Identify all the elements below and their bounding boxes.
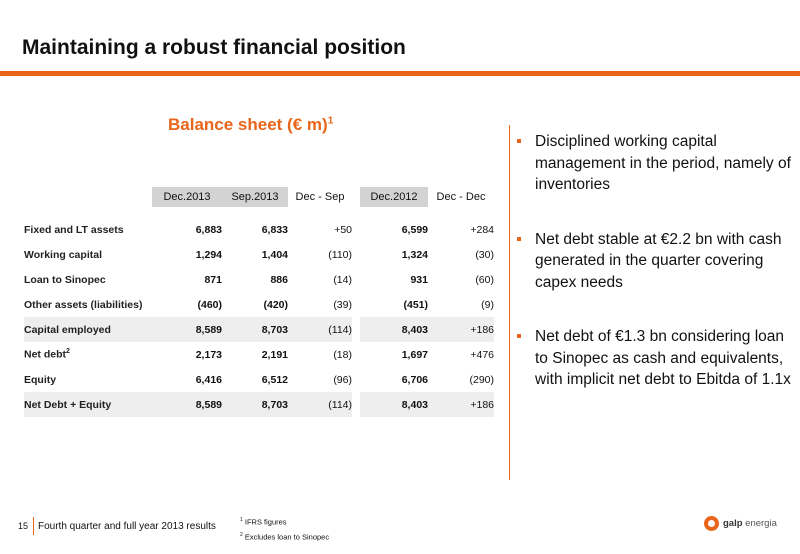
cell-dec2013: 871 [204, 273, 222, 286]
logo-text [723, 518, 777, 529]
section-title-text: Balance sheet (€ m) [168, 115, 328, 134]
row-label: Net Debt + Equity [24, 392, 152, 417]
bullet-item [517, 229, 792, 294]
cell-sep2013: 8,703 [222, 392, 288, 417]
row-label: Other assets (liabilities) [24, 298, 143, 311]
cell-dec2013: 2,173 [195, 348, 222, 361]
table-row [24, 342, 494, 367]
footnote-1 [240, 514, 329, 529]
footnote-2 [240, 529, 329, 544]
cell-dec2012: 6,599 [401, 223, 428, 236]
bullet-square-icon [517, 237, 521, 241]
row-label-text: Net debt [24, 348, 66, 361]
bullet-text: Disciplined working capital management in the period, namely of inventories [535, 133, 791, 193]
header-dec2013: Dec.2013 [152, 187, 222, 207]
section-title-footnote-mark: 1 [327, 115, 334, 127]
row-label [24, 342, 152, 367]
cell-dec2013: (460) [197, 298, 222, 311]
cell-gap [352, 367, 360, 392]
table-row [24, 292, 494, 317]
cell-gap [352, 317, 360, 342]
bullet-square-icon [517, 139, 521, 143]
cell-dec2012: 931 [410, 273, 428, 286]
bullet-square-icon [517, 334, 521, 338]
cell-dec2012: 8,403 [360, 392, 428, 417]
table-header-row [24, 187, 494, 207]
balance-sheet-table [24, 187, 494, 417]
cell-dec-dec: (290) [469, 373, 494, 386]
table-row-subtotal [24, 317, 494, 342]
cell-sep2013: 8,703 [222, 317, 288, 342]
cell-dec2013: 6,883 [195, 223, 222, 236]
logo-sub: energia [745, 518, 777, 529]
cell-sep2013: (420) [263, 298, 288, 311]
cell-dec2013: 8,589 [152, 392, 222, 417]
page-number: 15 [18, 521, 29, 531]
footnote-2-text: Excludes loan to Sinopec [244, 532, 330, 541]
footnote-1-mark: 1 [240, 517, 243, 523]
cell-gap [352, 242, 360, 267]
row-label: Equity [24, 373, 57, 386]
cell-dec-dec: +186 [428, 317, 494, 342]
header-dec2012: Dec.2012 [360, 187, 428, 207]
cell-dec-sep: (96) [333, 373, 352, 386]
footnote-2-mark: 2 [240, 531, 243, 538]
row-label: Fixed and LT assets [24, 223, 124, 236]
cell-dec-sep: (18) [333, 348, 352, 361]
cell-sep2013: 6,833 [261, 223, 288, 236]
cell-sep2013: 1,404 [261, 248, 288, 261]
cell-dec2012: 1,697 [401, 348, 428, 361]
header-empty [24, 187, 152, 207]
footer-text: Fourth quarter and full year 2013 results [38, 521, 216, 532]
cell-dec-dec: +186 [428, 392, 494, 417]
footnotes [240, 514, 329, 543]
cell-gap [352, 217, 360, 242]
cell-dec-dec: (60) [475, 273, 494, 286]
cell-sep2013: 886 [270, 273, 288, 286]
header-gap [352, 187, 360, 207]
cell-dec2012: 6,706 [401, 373, 428, 386]
footnote-mark: 2 [66, 348, 70, 356]
header-dec-sep: Dec - Sep [288, 187, 352, 207]
header-dec-dec: Dec - Dec [428, 187, 494, 207]
bullet-item [517, 326, 792, 391]
cell-gap [352, 342, 360, 367]
cell-dec2012: 1,324 [401, 248, 428, 261]
cell-dec2012: 8,403 [360, 317, 428, 342]
table-row [24, 217, 494, 242]
footnote-1-text: IFRS figures [244, 517, 287, 527]
bullet-item [517, 131, 792, 196]
table-spacer [24, 207, 494, 217]
bullet-text: Net debt stable at €2.2 bn with cash generated in the quarter covering capex needs [535, 230, 782, 291]
cell-dec-sep: +50 [334, 223, 352, 236]
section-title [168, 115, 333, 135]
footer-divider [33, 517, 34, 535]
galp-logo [704, 516, 777, 531]
cell-dec-dec: +284 [470, 223, 494, 236]
logo-brand: galp [723, 518, 743, 529]
vertical-divider [509, 125, 510, 480]
cell-dec-sep: (39) [333, 298, 352, 311]
row-label: Capital employed [24, 317, 152, 342]
bullet-list [517, 131, 792, 424]
cell-dec-dec: +476 [470, 348, 494, 361]
galp-logo-icon [704, 516, 719, 531]
cell-dec-sep: (110) [328, 248, 352, 261]
cell-dec-dec: (9) [481, 298, 494, 311]
title-rule [0, 71, 800, 76]
cell-dec-sep: (114) [288, 317, 352, 342]
cell-dec-sep: (114) [288, 392, 352, 417]
cell-dec2012: (451) [403, 298, 428, 311]
table-row [24, 242, 494, 267]
cell-sep2013: 2,191 [261, 348, 288, 361]
cell-gap [352, 392, 360, 417]
header-sep2013: Sep.2013 [222, 187, 288, 207]
cell-dec-sep: (14) [333, 273, 352, 286]
row-label: Loan to Sinopec [24, 273, 106, 286]
cell-dec2013: 1,294 [195, 248, 222, 261]
cell-sep2013: 6,512 [261, 373, 288, 386]
cell-gap [352, 267, 360, 292]
cell-dec-dec: (30) [475, 248, 494, 261]
table-row [24, 367, 494, 392]
cell-gap [352, 292, 360, 317]
table-row-total [24, 392, 494, 417]
bullet-text: Net debt of €1.3 bn considering loan to Sinopec as cash and equivalents, with implicit net debt to Ebitda of 1.1x [535, 328, 791, 388]
cell-dec2013: 6,416 [195, 373, 222, 386]
slide-title: Maintaining a robust financial position [22, 36, 406, 59]
cell-dec2013: 8,589 [152, 317, 222, 342]
table-row [24, 267, 494, 292]
row-label: Working capital [24, 248, 102, 261]
